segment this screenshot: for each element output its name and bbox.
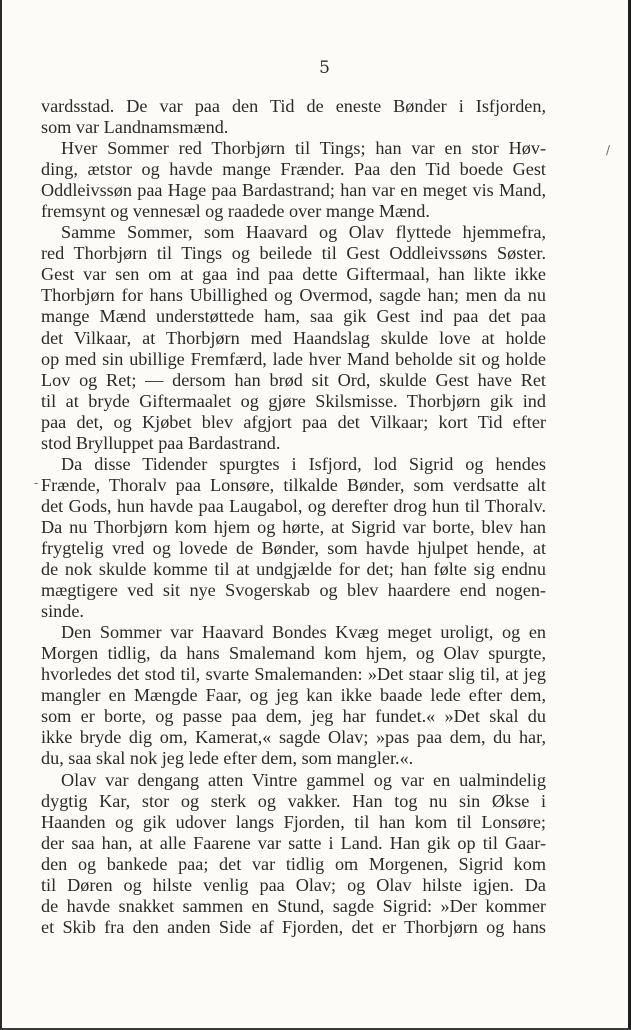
text-line: op med sin ubillige Fremfærd, lade hver Mand beholde sit og holde — [41, 348, 546, 369]
body-text — [41, 96, 546, 938]
text-line: Morgen tidlig, da hans Smalemand kom hjem, og Olav spurgte, — [41, 643, 546, 664]
text-line: Gest var sen om at gaa ind paa dette Giftermaal, han likte ikke — [41, 264, 546, 285]
text-line: mangler en Mængde Faar, og jeg kan ikke baade lede efter dem, — [41, 685, 546, 706]
text-line: Olav var dengang atten Vintre gammel og var en ualmindelig — [61, 769, 546, 790]
text-line: red Thorbjørn til Tings og beilede til Gest Oddleivssøns Søster. — [41, 243, 546, 264]
text-line: til Døren og hilste venlig paa Olav; og Olav hilste igjen. Da — [41, 874, 546, 895]
text-line: det Vilkaar, at Thorbjørn med Haandslag skulde love at holde — [41, 327, 546, 348]
page-number: 5 — [319, 58, 330, 78]
text-line: Frænde, Thoralv paa Lonsøre, tilkalde Bønder, som verdsatte alt — [41, 474, 546, 495]
text-line: den og bankede paa; det var tidlig om Morgenen, Sigrid kom — [41, 853, 546, 874]
text-line: du, saa skal nok jeg lede efter dem, som mangler.«. — [41, 748, 414, 769]
text-line: frygtelig vred og lovede de Bønder, som havde hjulpet hende, at — [41, 537, 546, 558]
text-line: de havde snakket sammen en Stund, sagde Sigrid: »Der kommer — [41, 895, 546, 916]
text-line: de nok skulde komme til at undgjælde for det; han følte sig endnu — [41, 559, 546, 580]
margin-mark-left: - — [34, 476, 39, 490]
text-line: mægtigere ved sit nye Svogerskab og blev haardere end nogen- — [41, 580, 546, 601]
text-line: hvorledes det stod til, svarte Smalemanden: »Det staar slig til, at jeg — [41, 664, 546, 685]
text-line: stod Brylluppet paa Bardastrand. — [41, 432, 281, 453]
text-line: vardsstad. De var paa den Tid de eneste Bønder i Isfjorden, — [41, 96, 546, 116]
text-line: ikke bryde dig om, Kamerat,« sagde Olav; »pas paa dem, du har, — [41, 727, 546, 748]
text-line: det Gods, hun havde paa Laugabol, og derefter drog hun til Thoralv. — [41, 495, 546, 516]
text-line: Da nu Thorbjørn kom hjem og hørte, at Sigrid var borte, blev han — [41, 516, 546, 537]
text-line: Den Sommer var Haavard Bondes Kvæg meget uroligt, og en — [61, 622, 546, 643]
text-line: Thorbjørn for hans Ubillighed og Overmod, sagde han; men da nu — [41, 285, 546, 306]
text-line: til at bryde Giftermaalet og gjøre Skilsmisse. Thorbjørn gik ind — [41, 390, 546, 411]
text-line: dygtig Kar, stor og sterk og vakker. Han tog nu sin Økse i — [41, 790, 546, 811]
text-line: paa det, og Kjøbet blev afgjort paa det Vilkaar; kort Tid efter — [41, 411, 546, 432]
text-line: Oddleivssøn paa Hage paa Bardastrand; han var en meget vis Mand, — [41, 180, 546, 201]
text-line: sinde. — [41, 601, 84, 622]
text-line: mange Mænd understøttede ham, saa gik Gest ind paa det paa — [41, 306, 546, 327]
text-line: ding, ætstor og havde mange Frænder. Paa den Tid boede Gest — [41, 159, 546, 180]
text-line: der saa han, at alle Faarene var satte i Land. Han gik op til Gaar- — [41, 832, 546, 853]
text-line: Samme Sommer, som Haavard og Olav flyttede hjemmefra, — [61, 222, 546, 243]
text-line: Da disse Tidender spurgtes i Isfjord, lod Sigrid og hendes — [61, 453, 546, 474]
text-line: Haanden og gik udover langs Fjorden, til han kom til Lonsøre; — [41, 811, 546, 832]
text-line: som er borte, og passe paa dem, jeg har fundet.« »Det skal du — [41, 706, 546, 727]
text-line: Hver Sommer red Thorbjørn til Tings; han var en stor Høv- — [61, 138, 546, 159]
text-line: Lov og Ret; — dersom han brød sit Ord, skulde Gest have Ret — [41, 369, 546, 390]
margin-mark-right: / — [606, 143, 611, 157]
text-line: som var Landnamsmænd. — [41, 117, 229, 138]
text-line: fremsynt og vennesæl og raadede over mange Mænd. — [41, 201, 430, 222]
text-line: et Skib fra den anden Side af Fjorden, det er Thorbjørn og hans — [41, 916, 546, 937]
